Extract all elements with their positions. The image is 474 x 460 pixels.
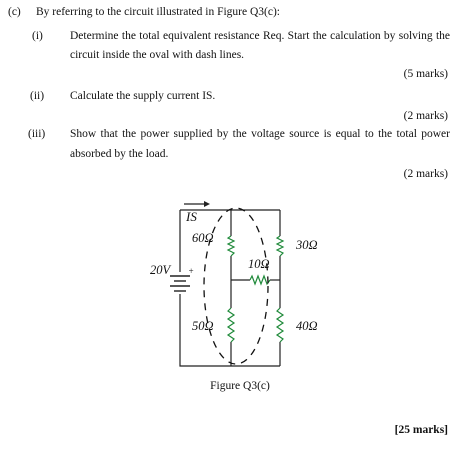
part-i-label: (i) [32, 30, 43, 42]
label-10-ohm: 10Ω [248, 257, 270, 271]
resistor-50-ohm [228, 308, 234, 342]
figure-caption: Figure Q3(c) [210, 380, 270, 392]
label-30-ohm: 30Ω [296, 238, 318, 252]
part-iii-label: (iii) [28, 128, 46, 140]
part-ii-line1: Calculate the supply current IS. [70, 90, 216, 102]
part-iii-marks: (2 marks) [403, 168, 448, 180]
part-ii-marks: (2 marks) [403, 110, 448, 122]
dashed-oval [204, 208, 268, 364]
resistor-40-ohm [277, 308, 283, 342]
part-i-line1: Determine the total equivalent resistance Req. Start the calculation by solving the [70, 30, 450, 42]
label-40-ohm: 40Ω [296, 319, 318, 333]
part-ii-label: (ii) [30, 90, 45, 102]
current-arrow-head [204, 201, 210, 207]
resistor-60-ohm [228, 236, 234, 256]
label-current: IS [186, 209, 197, 224]
part-iii-line1: Show that the power supplied by the voltage source is equal to the total power [70, 128, 450, 140]
question-label: (c) [8, 6, 21, 18]
resistor-30-ohm [277, 236, 283, 256]
label-50-ohm: 50Ω [192, 319, 214, 333]
circuit-diagram [140, 196, 320, 368]
resistor-10-ohm [250, 276, 270, 284]
label-60-ohm: 60Ω [192, 231, 214, 245]
label-source: 20V [150, 263, 171, 277]
total-marks: [25 marks] [394, 424, 448, 436]
part-iii-line2: absorbed by the load. [70, 148, 169, 160]
question-stem: By referring to the circuit illustrated in Figure Q3(c): [36, 6, 280, 18]
label-plus: + [188, 266, 195, 276]
part-i-marks: (5 marks) [403, 68, 448, 80]
part-i-line2: circuit inside the oval with dash lines. [70, 49, 245, 61]
